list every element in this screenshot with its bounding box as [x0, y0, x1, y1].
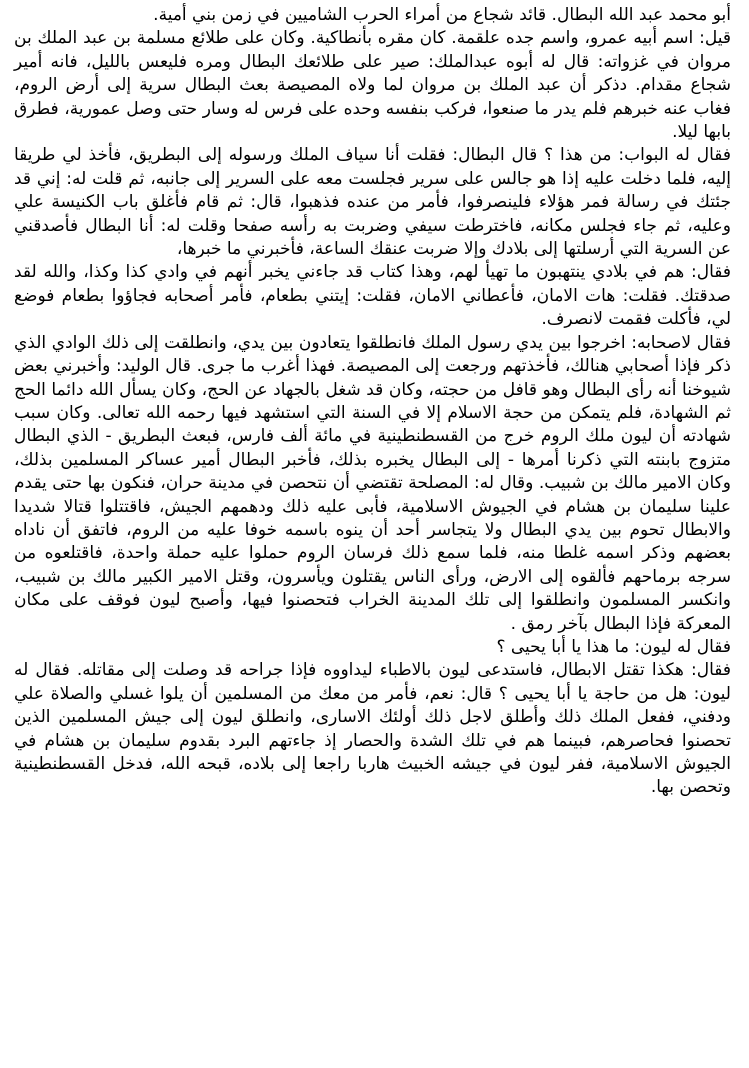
- paragraph-martyrdom: فقال لاصحابه: اخرجوا بين يدي رسول الملك فانطلقوا يتعادون بين يدي، وانطلقت إلى ذلك الوادي الذي ذكر فإذا أصحابي هنالك، فأخذتهم ورجعت إلى المصيصة. فهذا أغرب ما جرى. قال الوليد: وأخبرني بعض شيوخنا أنه رأى البطال وهو قافل من حجته، وكان قد شغل بالجهاد عن الحج، وكان يسأل الله دائما الحج ثم الشهادة، فلم يتمكن من حجة الاسلام إلا في السنة التي استشهد فيها رحمه الله تعالى. وكان سبب شهادته أن ليون ملك الروم خرج من القسطنطينية في مائة ألف فارس، فبعث البطريق - الذي البطال متزوج بابنته التي ذكرنا أمرها - إلى البطال يخبره بذلك، فأخبر البطال أمير عساكر المسلمين بذلك، وكان الامير مالك بن شبيب. وقال له: المصلحة تقتضي أن نتحصن في مدينة حران، فنكون بها حتى يقدم علينا سليمان بن هشام في الجيوش الاسلامية، فأبى عليه ذلك ودهمهم الجيش، فاقتتلوا قتالا شديدا والابطال تحوم بين يدي البطال ولا يتجاسر أحد أن ينوه باسمه خوفا عليه من الروم، فاتفق أن ناداه بعضهم وذكر اسمه غلطا منه، فلما سمع ذلك فرسان الروم حملوا عليه حملة واحدة، فاقتلعوه من سرجه برماحهم فألقوه إلى الارض، ورأى الناس يقتلون ويأسرون، وقتل الامير الكبير مالك بن شبيب، وانكسر المسلمون وانطلقوا إلى تلك المدينة الخراب فتحصنوا فيها، وأصبح ليون فوقف على مكان المعركة فإذا البطال بآخر رمق .: [14, 332, 731, 634]
- paragraph-leon-question: فقال له ليون: ما هذا يا أبا يحيى ؟: [496, 636, 731, 657]
- paragraph-doorkeeper: فقال له البواب: من هذا ؟ قال البطال: فقلت أنا سياف الملك ورسوله إلى البطريق، فأخذ لي طريقا إليه، فلما دخلت عليه إذا هو جالس على سرير فجلست معه على السرير إلى جانبه، ثم قلت له: إني قد جئتك في رسالة فمر هؤلاء فلينصرفوا، فأمر من عنده فذهبوا، قال: ثم قام فأغلق باب الكنيسة علي وعليه، ثم جاء فجلس مكانه، فاخترطت سيفي وضربت به رأسه صفحا وقلت له: أنا البطال فأصدقني عن السرية التي أرسلتها إلى بلادك وإلا ضربت عنقك الساعة، فأخبرني ما خبرها،: [14, 145, 731, 260]
- paragraph-lineage: قيل: اسم أبيه عمرو، واسم جده علقمة. كان مقره بأنطاكية. وكان على طلائع مسلمة بن عبد الملك بن مروان في غزواته: قال له أبوه عبدالملك: صير على طلائعك البطال ومره فليعس بالليل، فانه أمير شجاع مقدام. دذكر أن عبد الملك بن مروان لما ولاه المصيصة بعث البطال سرية إلى أرض الروم، فغاب عنه خبرهم فلم يدر ما صنعوا، فركب بنفسه وحده على فرس له وسار حتى وصل عمورية، فطرق بابها ليلا.: [14, 28, 731, 143]
- paragraph-amnesty: فقال: هم في بلادي ينتهبون ما تهيأ لهم، وهذا كتاب قد جاءني يخبر أنهم في وادي كذا وكذا، والله لقد صدقتك. فقلت: هات الامان، فأعطاني الامان، فقلت: إيتني بطعام، فأمر أصحابه فجاؤوا بطعام فوضع لي، فأكلت فقمت لانصرف.: [14, 262, 731, 330]
- paragraph-intro: أبو محمد عبد الله البطال. قائد شجاع من أمراء الحرب الشاميين في زمن بني أمية.: [153, 5, 731, 25]
- paragraph-ending: فقال: هكذا تقتل الابطال، فاستدعى ليون بالاطباء ليداووه فإذا جراحه قد وصلت إلى مقاتله. فقال له ليون: هل من حاجة يا أبا يحيى ؟ قال: نعم، فأمر من معك من المسلمين أن يلوا غسلي والصلاة علي ودفني، ففعل الملك ذلك وأطلق لاجل ذلك أولئك الاسارى، وانطلق ليون إلى جيش المسلمين الذين تحصنوا فحاصرهم، فبينما هم في تلك الشدة والحصار إذ جاءتهم البرد بقدوم سليمان بن هشام في الجيوش الاسلامية، ففر ليون في جيشه الخبيث هاربا راجعا إلى بلاده، قبحه الله، فدخل القسطنطينية وتحصن بها.: [14, 660, 731, 798]
